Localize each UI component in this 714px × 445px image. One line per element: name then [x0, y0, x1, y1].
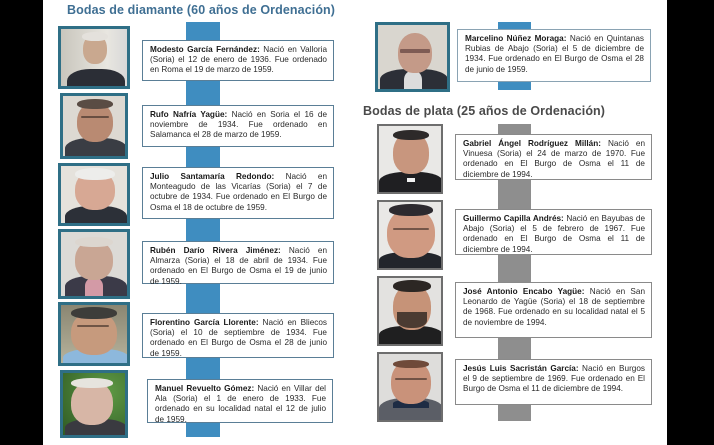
diamond-timeline-bar	[186, 22, 220, 437]
person-name: Jesús Luis Sacristán García:	[463, 364, 579, 373]
bio-card	[455, 359, 652, 405]
bio-card	[142, 105, 334, 147]
bio-card	[142, 241, 334, 284]
person-name: Manuel Revuelto Gómez:	[155, 384, 255, 393]
document-page	[43, 0, 667, 445]
person-name: Marcelino Núñez Moraga:	[465, 34, 567, 43]
portrait-photo	[377, 124, 443, 194]
portrait-photo	[60, 370, 128, 438]
portrait-photo	[58, 163, 130, 226]
portrait-photo	[377, 352, 443, 422]
bio-text: Nació en Monteagudo de las Vicarías (Soria) el 7 de octubre de 1934. Fue ordenado en El Burgo de Osma el 18 de octubre de 1959.	[150, 172, 327, 212]
bio-card	[455, 134, 652, 180]
bio-card	[455, 209, 652, 255]
person-name: Gabriel Ángel Rodríguez Millán:	[463, 139, 601, 148]
bio-text: Nació en Almarza (Soria) el 18 de abril de 1934. Fue ordenado en El Burgo de Osma el 19 de junio de 1959.	[150, 246, 327, 286]
bio-card	[457, 29, 651, 82]
diamond-section-title: Bodas de diamante (60 años de Ordenación)	[67, 3, 336, 17]
portrait-photo	[375, 22, 450, 92]
bio-card	[455, 282, 652, 338]
bio-text: Nació en Quintanas Rubias de Abajo (Soria) el 5 de diciembre de 1934. Fue ordenado en El Burgo de Osma el 28 de junio de 1959.	[465, 34, 644, 74]
bio-card	[142, 40, 334, 81]
bio-card	[147, 379, 333, 423]
bio-text: Nació en Villar del Ala (Soria) el 1 de enero de 1933. Fue ordenado en su localidad natal el 12 de julio de 1959.	[155, 384, 326, 424]
bio-text: Nació en Bliecos (Soria) el 10 de septiembre de 1934. Fue ordenado en El Burgo de Osma el 28 de junio de 1959.	[150, 318, 327, 358]
person-name: Julio Santamaría Redondo:	[150, 172, 275, 181]
portrait-photo	[58, 229, 130, 299]
portrait-photo	[377, 200, 443, 270]
bio-text: Nació en Burgos el 9 de septiembre de 1969. Fue ordenado en El Burgo de Osma el 11 de diciembre de 1994.	[463, 364, 646, 394]
bio-text: Nació en Bayubas de Abajo (Soria) el 5 de febrero de 1967. Fue ordenado en El Burgo de Osma el 11 de diciembre de 1994.	[463, 214, 645, 254]
portrait-photo	[58, 302, 130, 366]
silver-section-title: Bodas de plata (25 años de Ordenación)	[363, 104, 606, 118]
person-name: Guillermo Capilla Andrés:	[463, 214, 564, 223]
bio-text: Nació en Vinuesa (Soria) el 24 de marzo de 1970. Fue ordenado en El Burgo de Osma el 11 de diciembre de 1994.	[463, 139, 645, 179]
portrait-photo	[377, 276, 443, 346]
bio-text: Nació en Soria el 16 de noviembre de 1934. Fue ordenado en Salamanca el 28 de marzo de 1959.	[150, 110, 327, 140]
portrait-photo	[60, 93, 128, 159]
person-name: Rufo Nafría Yagüe:	[150, 110, 228, 119]
bio-text: Nació en San Leonardo de Yagüe (Soria) el 18 de septiembre de 1968. Fue ordenado en su localidad natal el 5 de noviembre de 1994.	[463, 287, 645, 327]
person-name: Rubén Darío Rivera Jiménez:	[150, 246, 281, 255]
person-name: Modesto García Fernández:	[150, 45, 260, 54]
bio-card	[142, 313, 334, 358]
person-name: Florentino García Llorente:	[150, 318, 259, 327]
bio-text: Nació en Valloria (Soria) el 12 de enero de 1936. Fue ordenado en Roma el 19 de marzo de 1959.	[150, 45, 327, 75]
bio-card	[142, 167, 334, 219]
person-name: José Antonio Encabo Yagüe:	[463, 287, 585, 296]
portrait-photo	[58, 26, 130, 89]
